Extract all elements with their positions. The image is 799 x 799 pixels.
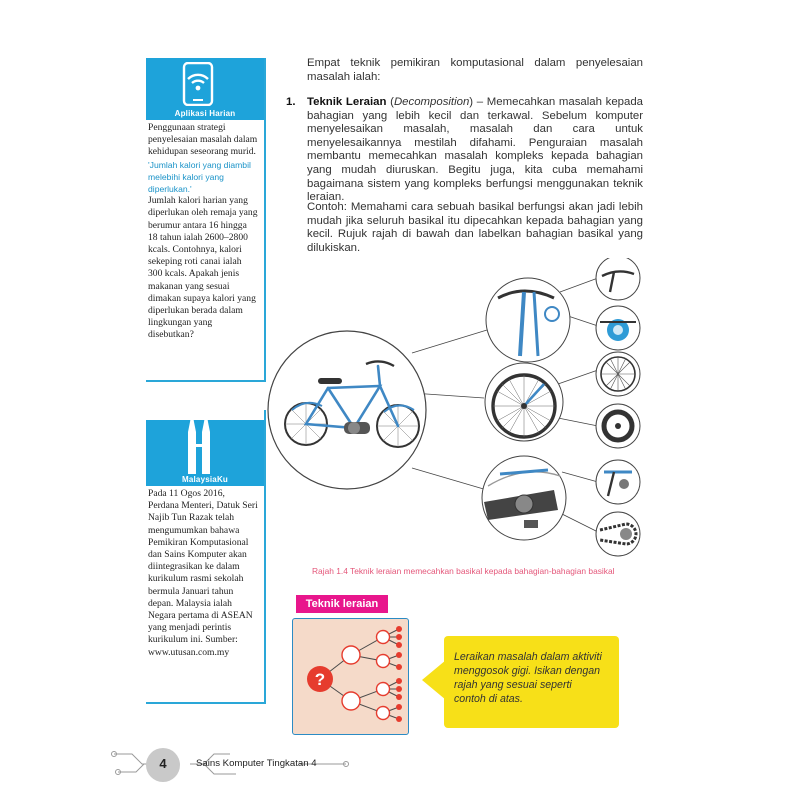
- aplikasi-harian-body: Jumlah kalori harian yang diperlukan oleh remaja yang berumur antara 16 hingga 18 tahun ialah 2600–2800 kcals. Contohnya, kalori sekeping roti canai ialah 300 kcals. Apakah jenis makanan yang sesuai dimakan supaya kalori yang diperlukan berada dalam lingkungan yang disebutkan?: [148, 195, 258, 341]
- malaysiaku-header: [146, 420, 264, 486]
- chain-pedal-circle: [482, 456, 566, 540]
- aplikasi-harian-label: Aplikasi Harian: [174, 109, 236, 118]
- item-title-en: Decomposition: [393, 96, 470, 108]
- example-paragraph: Contoh: Memahami cara sebuah basikal berfungsi akan jadi lebih mudah jika seluruh basikal itu dipecahkan kepada bahagian yang kecil. Rujuk rajah di bawah dan labelkan bahagian basikal yang dilukiskan.: [307, 201, 643, 254]
- tire-circle: [596, 404, 640, 448]
- item-title: Teknik Leraian: [307, 96, 387, 108]
- instruction-text: Leraikan masalah dalam aktiviti menggosok gigi. Isikan dengan rajah yang sesuai seperti contoh di atas.: [454, 651, 602, 705]
- aplikasi-harian-intro: Penggunaan strategi penyelesaian masalah dalam kehidupan seseorang murid.: [148, 122, 258, 158]
- bell-circle: [596, 306, 640, 350]
- aplikasi-harian-header: [146, 58, 264, 120]
- intro-text: Empat teknik pemikiran komputasional dalam penyelesaian masalah ialah:: [307, 57, 643, 83]
- malaysiaku-text: Pada 11 Ogos 2016, Perdana Menteri, Datuk Seri Najib Tun Razak telah mengumumkan bahawa Pemikiran Komputasional dan Sains Komputer akan diintegrasikan ke dalam kurikulum rasmi sekolah bermula Januari tahun depan. Malaysia ialah Negara pertama di ASEAN yang menjadi perintis kurikulum ini. Sumber: www.utusan.com.my: [148, 488, 258, 658]
- chain-circle: [596, 512, 640, 556]
- wheel-circle: [485, 363, 563, 441]
- book-title: Sains Komputer Tingkatan 4: [196, 758, 317, 769]
- aplikasi-harian-highlight: 'Jumlah kalori yang diambil melebihi kalori yang diperlukan.': [148, 159, 251, 195]
- aplikasi-harian-text: [148, 122, 258, 342]
- full-bicycle-circle: [268, 331, 426, 489]
- malaysiaku-label: MalaysiaKu: [181, 475, 229, 484]
- item-number: 1.: [286, 96, 296, 108]
- decomposition-tree-box: [292, 618, 409, 735]
- handlebar-circle: [486, 278, 570, 362]
- teknik-leraian-tag: Teknik leraian: [296, 595, 388, 613]
- instruction-callout: [444, 636, 619, 728]
- petronas-towers-icon: [174, 410, 224, 474]
- item-rest: ) – Memecahkan masalah kepada bahagian yang lebih kecil dan terkawal. Sebelum komputer menyelesaikan masalah, masalah dan cara untuk menyelesaikannya mestilah difahami. Penguraian masalah membantu memecahkan masalah kompleks kepada bahagian yang mudah diuruskan. Begitu juga, kita cuba memahami bagaimana sistem yang kompleks berfungsi menggunakan teknik leraian.: [307, 96, 643, 204]
- spokes-circle: [596, 352, 640, 396]
- spokes-icon: [601, 357, 635, 391]
- wheel-icon: [493, 375, 555, 437]
- callout-pointer: [422, 660, 446, 700]
- malaysiaku-box: [146, 410, 266, 704]
- brake-lever-circle: [596, 258, 640, 300]
- bicycle-decomposition-diagram: [262, 258, 644, 560]
- figure-caption: Rajah 1.4 Teknik leraian memecahkan basikal kepada bahagian-bahagian basikal: [312, 566, 615, 576]
- question-mark: ?: [314, 670, 326, 689]
- aplikasi-harian-box: [146, 58, 266, 382]
- decomposition-tree-icon: [293, 619, 408, 734]
- decomposition-paragraph: [307, 96, 643, 205]
- kickstand-circle: [596, 460, 640, 504]
- smartphone-wifi-icon: [176, 62, 220, 106]
- item-paren-open: (: [386, 96, 394, 108]
- page-number: 4: [159, 756, 167, 771]
